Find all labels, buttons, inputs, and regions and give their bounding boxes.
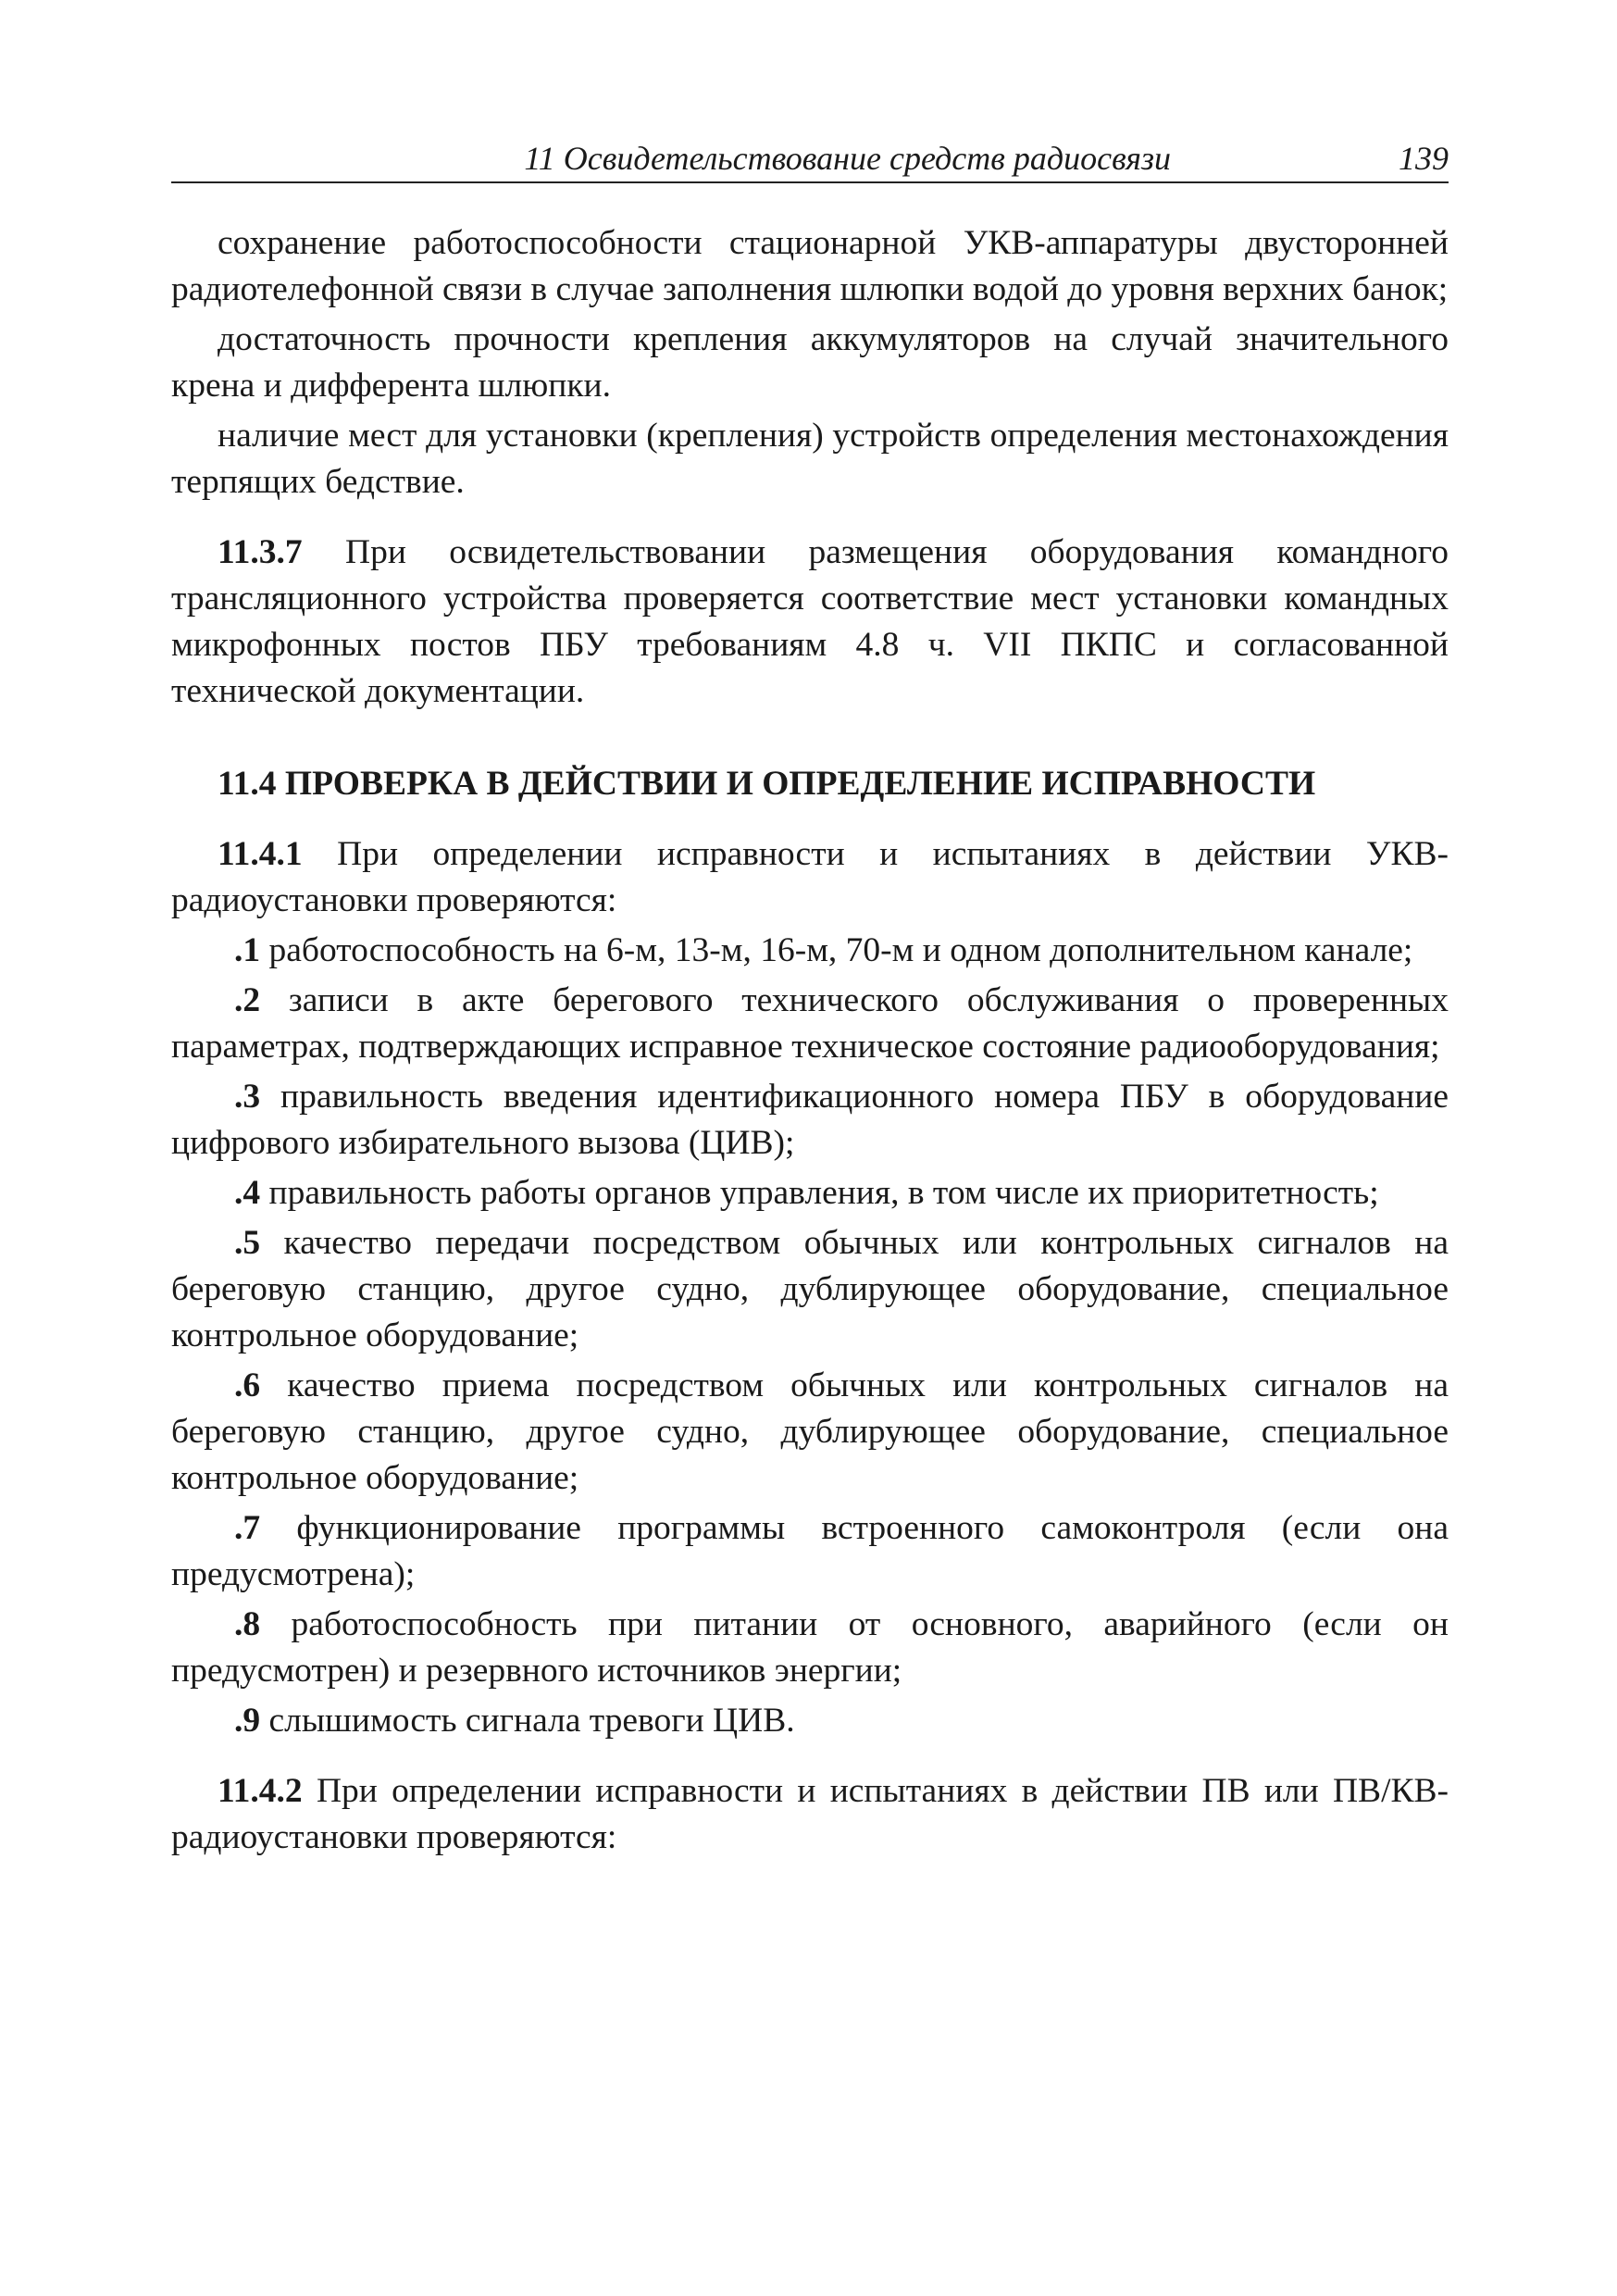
clause-number: 11.4.2 xyxy=(218,1772,303,1810)
list-item xyxy=(171,1074,1449,1167)
item-number: .9 xyxy=(234,1702,261,1740)
item-text: функционирование программы встроенного самоконтроля (если она предусмотрена); xyxy=(171,1509,1449,1593)
clause-11-4-2 xyxy=(171,1768,1449,1861)
clause-number: 11.4.1 xyxy=(218,835,303,873)
document-page xyxy=(171,130,1449,1861)
section-heading: 11.4 ПРОВЕРКА В ДЕЙСТВИИ И ОПРЕДЕЛЕНИЕ ИСПРАВНОСТИ xyxy=(218,765,1316,803)
clause-number: 11.3.7 xyxy=(218,533,303,571)
page-content xyxy=(171,220,1449,1861)
running-header xyxy=(171,130,1449,183)
paragraph-battery-mounting: достаточность прочности крепления аккумуляторов на случай значительного крена и дифферента шлюпки. xyxy=(171,320,1449,405)
item-text: качество приема посредством обычных или контрольных сигналов на береговую станцию, другое судно, дублирующее оборудование, специальное контрольное оборудование; xyxy=(171,1366,1449,1497)
item-number: .4 xyxy=(234,1174,261,1212)
clause-text: При определении исправности и испытаниях в действии УКВ-радиоустановки проверяются: xyxy=(171,835,1449,919)
list-item xyxy=(171,1220,1449,1359)
paragraph-vhf-operability: сохранение работоспособности стационарной УКВ-аппаратуры двусторонней радиотелефонной связи в случае заполнения шлюпки водой до уровня верхних банок; xyxy=(171,224,1449,308)
item-number: .7 xyxy=(234,1509,261,1547)
item-number: .6 xyxy=(234,1366,261,1404)
item-text: правильность введения идентификационного номера ПБУ в оборудование цифрового избирательного вызова (ЦИВ); xyxy=(171,1078,1449,1162)
item-number: .3 xyxy=(234,1078,261,1116)
item-text: работоспособность на 6-м, 13-м, 16-м, 70-м и одном дополнительном канале; xyxy=(260,931,1413,969)
page-number: 139 xyxy=(1399,140,1449,177)
item-number: .1 xyxy=(234,931,261,969)
clause-11-3-7 xyxy=(171,530,1449,715)
clause-text: При освидетельствовании размещения оборудования командного трансляционного устройства проверяется соответствие мест установки командных микрофонных постов ПБУ требованиям 4.8 ч. VII ПКПС и согласованной технической документации. xyxy=(171,533,1449,710)
clause-text: При определении исправности и испытаниях в действии ПВ или ПВ/КВ-радиоустановки проверяются: xyxy=(171,1772,1449,1856)
item-number: .8 xyxy=(234,1605,261,1643)
list-item xyxy=(171,1363,1449,1502)
list-item xyxy=(171,1602,1449,1694)
item-text: правильность работы органов управления, в том числе их приоритетность; xyxy=(260,1174,1379,1212)
paragraph-locating-devices: наличие мест для установки (крепления) устройств определения местонахождения терпящих бедствие. xyxy=(171,417,1449,501)
item-text: работоспособность при питании от основного, аварийного (если он предусмотрен) и резервного источников энергии; xyxy=(171,1605,1449,1690)
item-number: .5 xyxy=(234,1224,261,1262)
clause-11-4-1 xyxy=(171,831,1449,924)
chapter-title: 11 Освидетельствование средств радиосвязи xyxy=(524,140,1171,177)
list-item xyxy=(171,978,1449,1070)
list-item xyxy=(171,1505,1449,1598)
item-number: .2 xyxy=(234,981,261,1019)
list-item xyxy=(171,1170,1449,1217)
list-item xyxy=(171,1698,1449,1744)
item-text: записи в акте берегового технического обслуживания о проверенных параметрах, подтверждающих исправное техническое состояние радиооборудования; xyxy=(171,981,1449,1066)
item-text: слышимость сигнала тревоги ЦИВ. xyxy=(260,1702,795,1740)
list-item xyxy=(171,928,1449,974)
item-text: качество передачи посредством обычных или контрольных сигналов на береговую станцию, другое судно, дублирующее оборудование, специальное контрольное оборудование; xyxy=(171,1224,1449,1354)
